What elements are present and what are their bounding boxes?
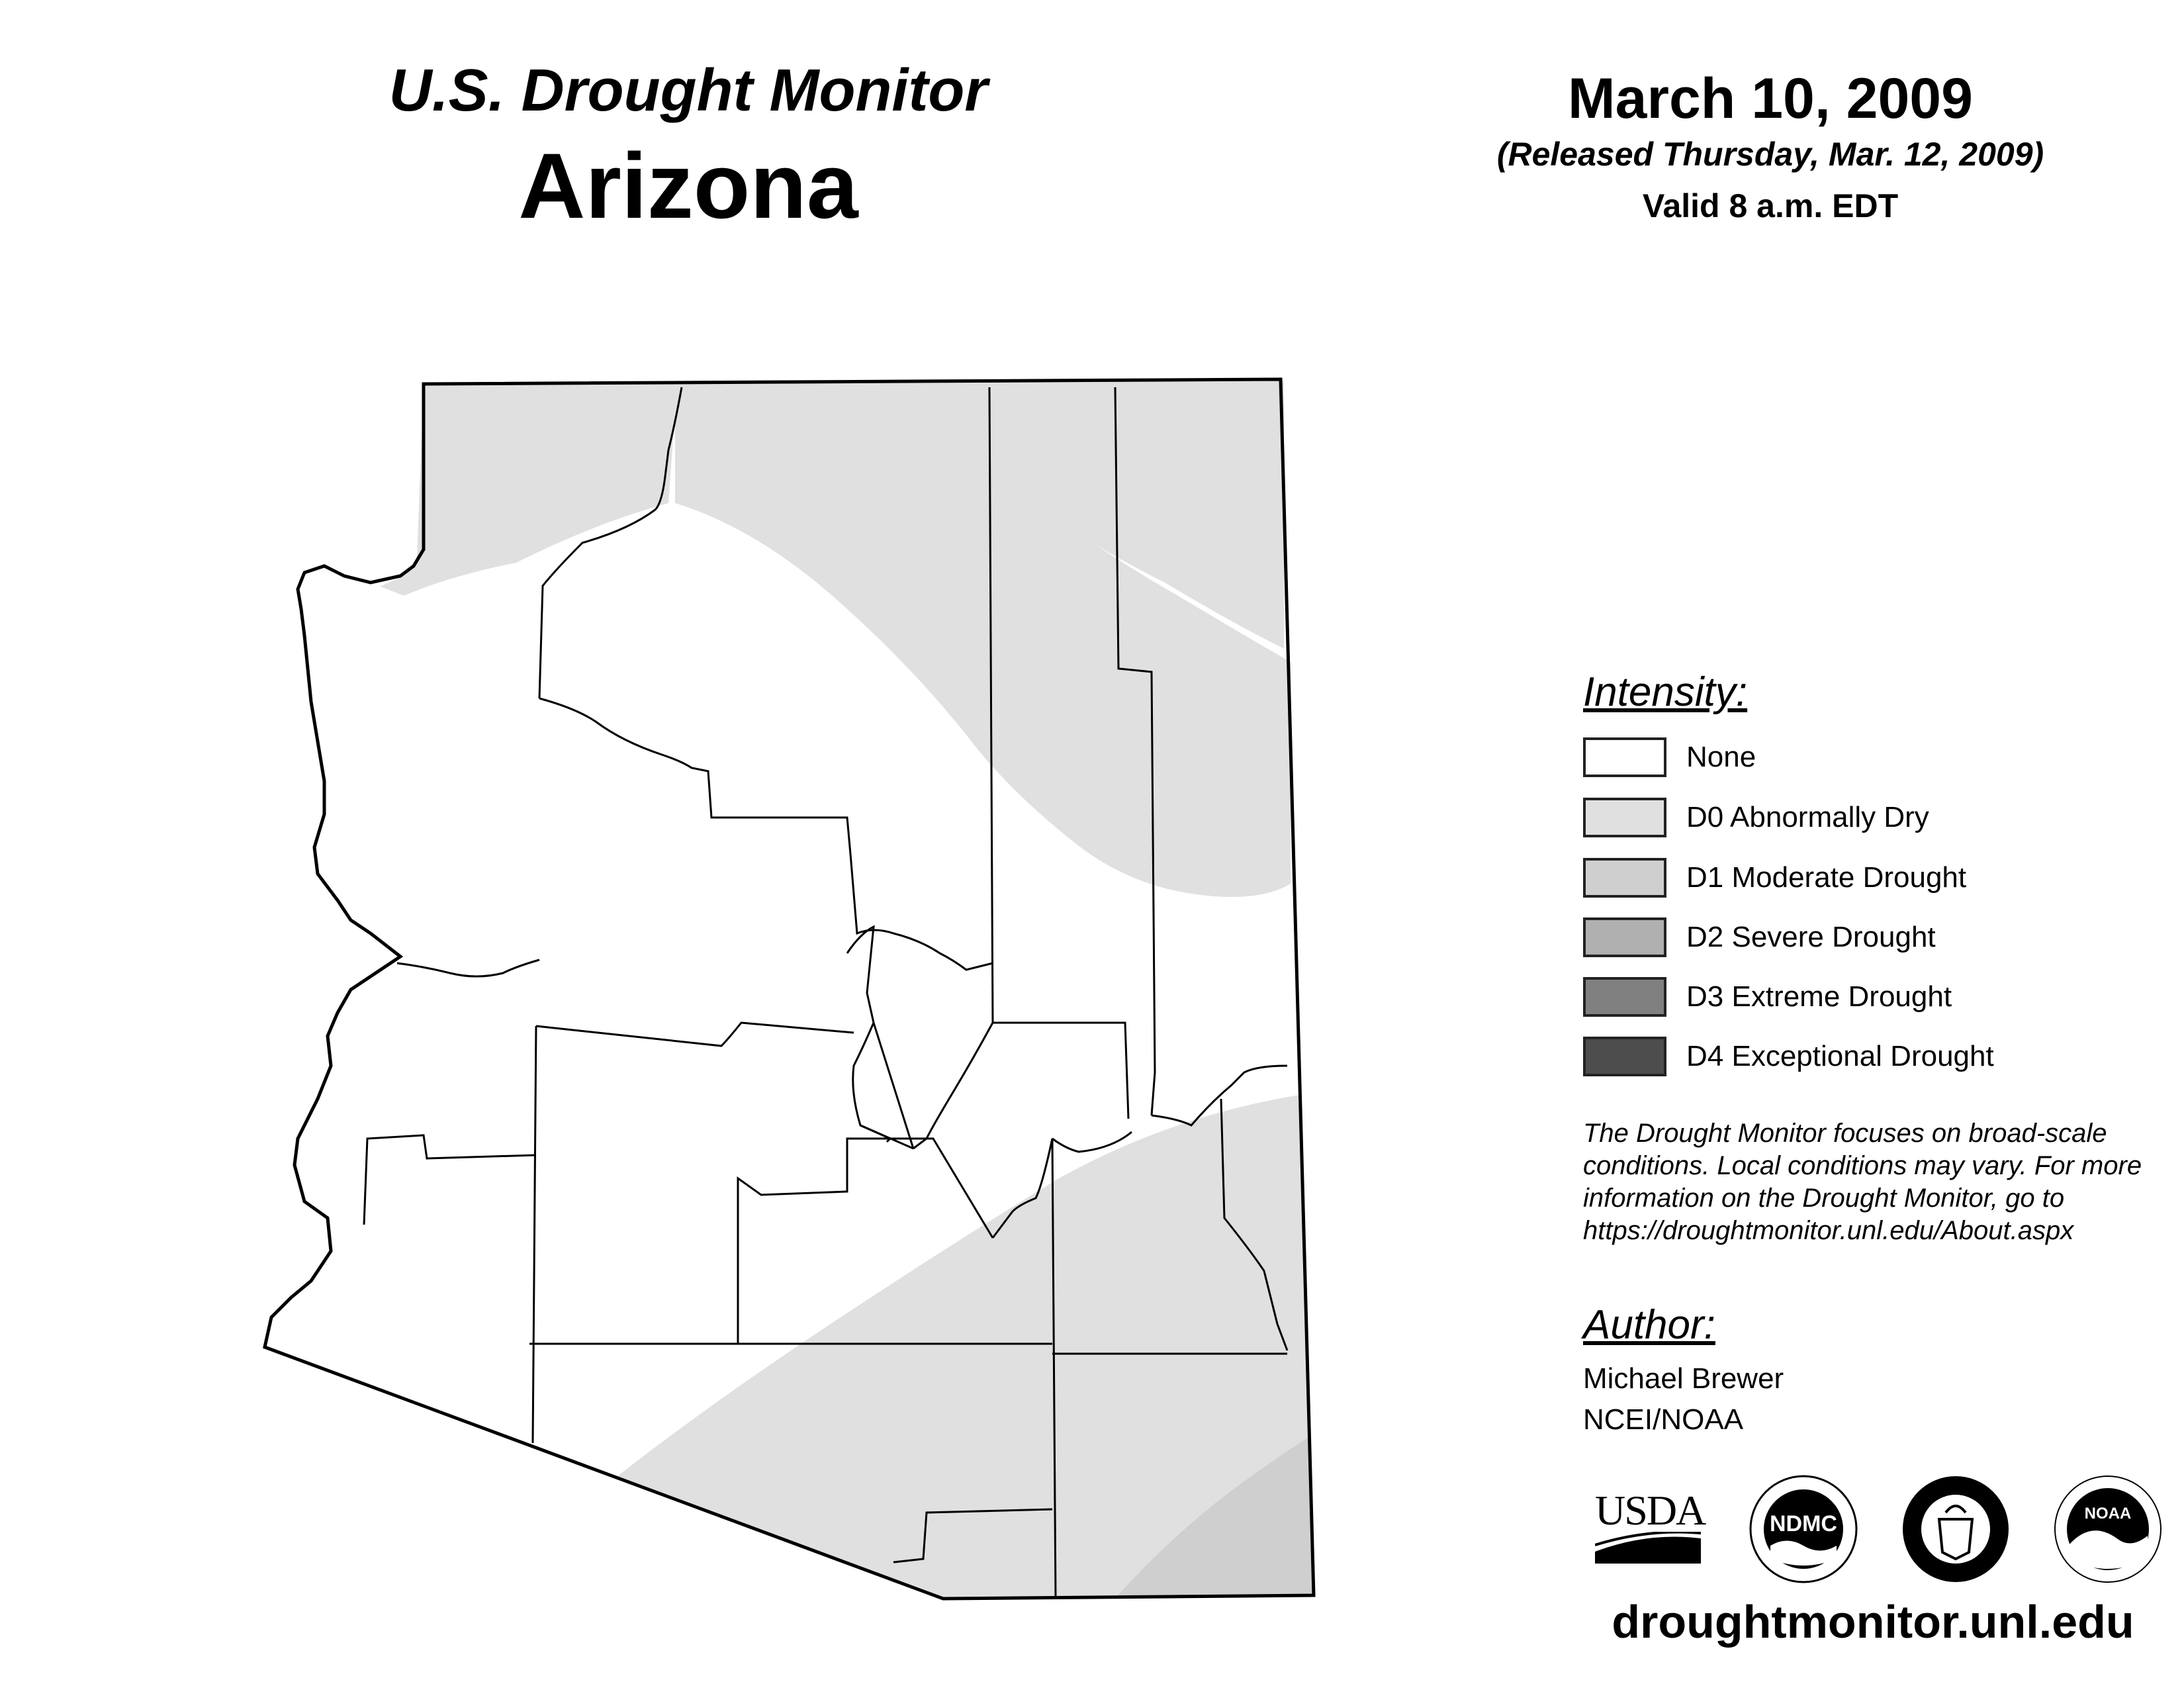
ndmc-logo-text: NDMC [1770, 1511, 1837, 1536]
author-name: Michael Brewer [1583, 1362, 1784, 1395]
disclaimer-note [1583, 1117, 2165, 1247]
legend-label: D2 Severe Drought [1686, 921, 1936, 953]
legend-label: D1 Moderate Drought [1686, 861, 1967, 894]
noaa-logo-text: NOAA [2084, 1505, 2132, 1523]
legend-item [1583, 736, 1756, 778]
commerce-seal-icon [1899, 1473, 2012, 1585]
noaa-logo [2052, 1473, 2164, 1585]
usda-logo [1595, 1489, 1707, 1562]
valid-time: Valid 8 a.m. EDT [1642, 187, 1899, 224]
legend-item [1583, 857, 1966, 899]
usda-logo-text: USDA [1595, 1487, 1706, 1534]
legend-swatch [1583, 1037, 1666, 1076]
commerce-logo [1899, 1473, 2012, 1585]
legend-label: D3 Extreme Drought [1686, 980, 1952, 1013]
author-title: Author: [1583, 1302, 1715, 1348]
legend-item [1583, 1035, 1994, 1078]
legend-swatch [1583, 858, 1666, 898]
legend-swatch [1583, 737, 1666, 777]
map-date: March 10, 2009 [1568, 67, 1973, 130]
note-line-4: https://droughtmonitor.unl.edu/About.aspx [1583, 1216, 2074, 1245]
ndmc-logo [1747, 1473, 1860, 1585]
legend-item [1583, 916, 1936, 959]
legend-label: D4 Exceptional Drought [1686, 1040, 1994, 1072]
noaa-seal-icon [2052, 1473, 2164, 1585]
legend-title: Intensity: [1583, 669, 1748, 715]
note-line-3: information on the Drought Monitor, go to [1583, 1184, 2065, 1213]
legend-label: D0 Abnormally Dry [1686, 801, 1929, 833]
legend-item [1583, 796, 1929, 839]
note-line-2: conditions. Local conditions may vary. For more [1583, 1151, 2142, 1180]
release-date: (Released Thursday, Mar. 12, 2009) [1496, 136, 2044, 173]
legend-swatch [1583, 917, 1666, 957]
map-subtitle: U.S. Drought Monitor [388, 58, 988, 124]
website-url[interactable]: droughtmonitor.unl.edu [1612, 1596, 2134, 1648]
legend-item [1583, 976, 1952, 1018]
note-line-1: The Drought Monitor focuses on broad-scale [1583, 1119, 2107, 1148]
legend-label: None [1686, 741, 1756, 773]
author-org: NCEI/NOAA [1583, 1403, 1744, 1436]
usda-swoosh-icon [1595, 1532, 1701, 1565]
legend-swatch [1583, 798, 1666, 837]
legend-swatch [1583, 977, 1666, 1017]
state-title: Arizona [518, 134, 858, 238]
